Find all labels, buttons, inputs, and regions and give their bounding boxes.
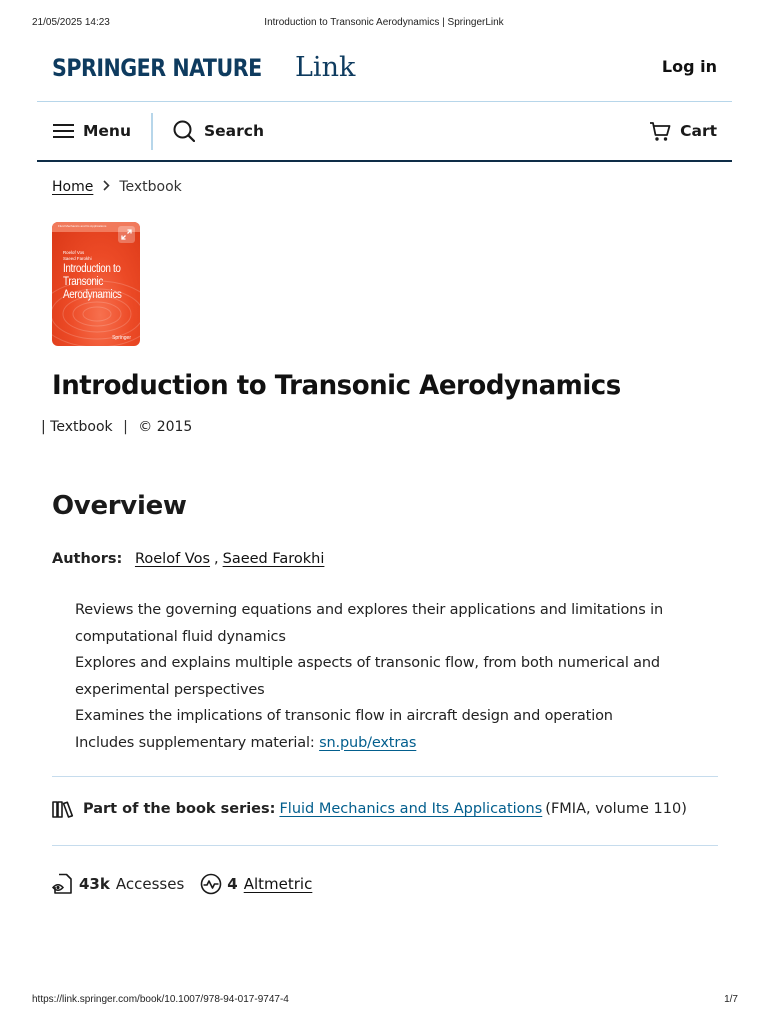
supplementary-material-link[interactable]: sn.pub/extras [319, 734, 417, 751]
accesses-count: 43k [79, 875, 110, 893]
cart-icon [649, 121, 671, 142]
author-link[interactable]: Roelof Vos [134, 551, 211, 567]
print-page-title: Introduction to Transonic Aerodynamics | SpringerLink [264, 17, 504, 28]
expand-icon[interactable] [118, 226, 135, 243]
menu-button[interactable] [53, 102, 131, 160]
login-link[interactable]: Log in [661, 57, 717, 76]
altmetric-count: 4 [227, 875, 238, 893]
copyright-year: © 2015 [138, 419, 193, 435]
overview-heading: Overview [52, 491, 187, 521]
cover-title: Introduction to Transonic Aerodynamics [63, 263, 122, 301]
accesses-eye-icon [52, 873, 74, 895]
logo-link-text: Link [295, 52, 356, 83]
accesses-metric [52, 873, 184, 895]
breadcrumb-home-link[interactable]: Home [52, 179, 94, 195]
series-suffix: (FMIA, volume 110) [545, 801, 687, 817]
meta-separator: | [41, 419, 46, 435]
brand-bar [37, 40, 732, 102]
author-separator: , [214, 551, 219, 567]
menu-label: Menu [83, 122, 132, 140]
nav-divider [151, 113, 153, 150]
list-item: Reviews the governing equations and explores their applications and limitations in computational fluid dynamics [75, 602, 663, 645]
chevron-right-icon [103, 180, 110, 195]
books-icon [52, 800, 74, 818]
print-header [0, 17, 768, 31]
print-page-counter: 1/7 [724, 994, 738, 1005]
cart-button[interactable] [649, 102, 717, 160]
altmetric-metric [200, 873, 312, 895]
authors-line [52, 551, 324, 567]
main-nav [37, 102, 732, 162]
print-datetime: 21/05/2025 14:23 [32, 17, 110, 28]
cover-series-text: Fluid Mechanics and Its Applications [58, 224, 107, 228]
cart-label: Cart [680, 122, 717, 140]
metrics-bar [52, 873, 312, 895]
logo-wordmark: SPRINGER NATURE [52, 54, 262, 82]
supplementary-prefix: Includes supplementary material: [75, 734, 320, 751]
page-title: Introduction to Transonic Aerodynamics [52, 370, 621, 401]
series-label: Part of the book series: [83, 801, 276, 817]
altmetric-icon [200, 873, 222, 895]
hamburger-icon [53, 123, 74, 139]
search-label: Search [204, 122, 265, 140]
divider [52, 776, 718, 777]
book-type: Textbook [50, 419, 113, 435]
breadcrumb-current: Textbook [119, 179, 182, 195]
list-item: Examines the implications of transonic flow in aircraft design and operation [75, 708, 613, 724]
print-footer [0, 994, 768, 1008]
list-item: Explores and explains multiple aspects of transonic flow, from both numerical and experimental perspectives [75, 655, 660, 698]
book-cover-image[interactable] [52, 222, 140, 346]
breadcrumb [52, 179, 182, 195]
altmetric-link[interactable]: Altmetric [243, 875, 313, 893]
book-series-line [52, 800, 687, 818]
meta-separator: | [123, 419, 128, 435]
book-meta [41, 419, 192, 435]
cover-author: Roelof Vos [63, 250, 85, 255]
overview-bullets [75, 597, 700, 756]
authors-label: Authors: [52, 551, 123, 567]
list-item [75, 730, 700, 757]
cover-author: Saeed Farokhi [63, 255, 92, 261]
springer-nature-link-logo[interactable] [52, 52, 355, 83]
cover-publisher: Springer [112, 335, 131, 341]
author-link[interactable]: Saeed Farokhi [222, 551, 325, 567]
series-link[interactable]: Fluid Mechanics and Its Applications [279, 801, 543, 817]
accesses-label: Accesses [115, 875, 185, 893]
divider [52, 845, 718, 846]
cover-authors [63, 250, 92, 261]
search-icon [173, 120, 195, 142]
print-url: https://link.springer.com/book/10.1007/978-94-017-9747-4 [32, 994, 289, 1005]
search-button[interactable] [173, 102, 264, 160]
